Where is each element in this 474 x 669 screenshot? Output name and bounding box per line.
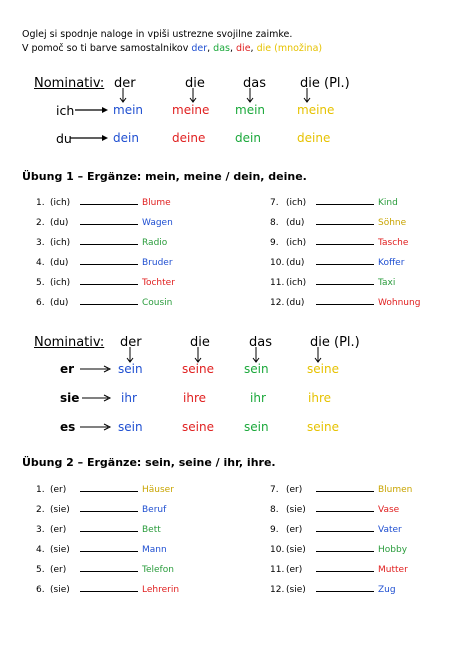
item-number: 3. xyxy=(36,525,45,535)
answer-blank[interactable] xyxy=(80,257,138,265)
list-item xyxy=(270,237,408,248)
list-item xyxy=(270,564,408,575)
list-item xyxy=(270,544,407,555)
item-noun: Söhne xyxy=(378,218,407,228)
item-pronoun: (er) xyxy=(50,565,67,575)
item-noun: Tochter xyxy=(142,278,175,288)
answer-blank[interactable] xyxy=(316,504,374,512)
table2-header-die: die xyxy=(190,335,210,350)
list-item xyxy=(270,484,412,495)
item-noun: Blume xyxy=(142,198,171,208)
table2-sie-der: ihr xyxy=(121,391,137,405)
table1-header-die-pl: die (Pl.) xyxy=(300,76,350,91)
item-noun: Vater xyxy=(378,525,402,535)
list-item xyxy=(36,297,172,308)
list-item xyxy=(270,524,402,535)
table1-ich-der: mein xyxy=(113,103,144,117)
list-item xyxy=(270,584,396,595)
item-pronoun: (sie) xyxy=(50,545,70,555)
list-item xyxy=(270,277,395,288)
answer-blank[interactable] xyxy=(80,584,138,592)
intro-sep: , xyxy=(207,43,214,54)
table2-sie-das: ihr xyxy=(250,391,266,405)
answer-blank[interactable] xyxy=(80,217,138,225)
answer-blank[interactable] xyxy=(316,484,374,492)
item-number: 5. xyxy=(36,565,45,575)
intro-die-plural: die (množina) xyxy=(256,43,323,54)
item-number: 6. xyxy=(36,298,45,308)
item-noun: Bett xyxy=(142,525,161,535)
item-number: 1. xyxy=(36,485,45,495)
answer-blank[interactable] xyxy=(316,297,374,305)
intro-sep: , xyxy=(229,43,237,54)
item-pronoun: (sie) xyxy=(50,505,70,515)
list-item xyxy=(36,217,173,228)
item-noun: Beruf xyxy=(142,505,167,515)
list-item xyxy=(270,217,406,228)
table2-pronoun-er: er xyxy=(60,362,75,376)
item-number: 4. xyxy=(36,545,45,555)
item-number: 8. xyxy=(270,505,279,515)
table1-ich-pl: meine xyxy=(297,103,335,117)
item-number: 6. xyxy=(36,585,45,595)
item-noun: Taxi xyxy=(378,278,396,288)
item-noun: Blumen xyxy=(378,485,413,495)
item-number: 3. xyxy=(36,238,45,248)
answer-blank[interactable] xyxy=(80,297,138,305)
item-number: 9. xyxy=(270,238,279,248)
item-number: 8. xyxy=(270,218,279,228)
answer-blank[interactable] xyxy=(316,217,374,225)
answer-blank[interactable] xyxy=(316,237,374,245)
item-pronoun: (sie) xyxy=(286,545,306,555)
item-pronoun: (er) xyxy=(286,565,303,575)
table1-label: Nominativ: xyxy=(34,76,105,91)
item-noun: Telefon xyxy=(142,565,174,575)
table2-label: Nominativ: xyxy=(34,335,105,350)
item-number: 9. xyxy=(270,525,279,535)
item-pronoun: (du) xyxy=(286,298,305,308)
item-noun: Zug xyxy=(378,585,396,595)
answer-blank[interactable] xyxy=(80,237,138,245)
answer-blank[interactable] xyxy=(80,544,138,552)
intro-die: die xyxy=(236,43,251,54)
item-pronoun: (ich) xyxy=(286,198,307,208)
intro-der: der xyxy=(191,43,208,54)
item-noun: Bruder xyxy=(142,258,173,268)
item-number: 4. xyxy=(36,258,45,268)
table1-header-die: die xyxy=(185,76,205,91)
answer-blank[interactable] xyxy=(316,277,374,285)
answer-blank[interactable] xyxy=(316,564,374,572)
item-number: 12. xyxy=(270,298,285,308)
list-item xyxy=(36,504,166,515)
answer-blank[interactable] xyxy=(316,584,374,592)
answer-blank[interactable] xyxy=(80,524,138,532)
item-number: 11. xyxy=(270,565,285,575)
item-pronoun: (du) xyxy=(50,298,69,308)
table2-es-das: sein xyxy=(244,420,269,434)
list-item xyxy=(270,197,398,208)
item-noun: Kind xyxy=(378,198,398,208)
table1-pronoun-ich: ich xyxy=(56,103,75,118)
table2-header-der: der xyxy=(120,335,142,350)
item-pronoun: (sie) xyxy=(286,585,306,595)
item-noun: Wagen xyxy=(142,218,173,228)
item-number: 10. xyxy=(270,258,285,268)
item-pronoun: (er) xyxy=(50,525,67,535)
answer-blank[interactable] xyxy=(316,524,374,532)
item-number: 7. xyxy=(270,485,279,495)
item-noun: Mutter xyxy=(378,565,408,575)
answer-blank[interactable] xyxy=(80,564,138,572)
table2-er-pl: seine xyxy=(307,362,339,376)
answer-blank[interactable] xyxy=(80,484,138,492)
table1-header-der: der xyxy=(114,76,136,91)
item-pronoun: (ich) xyxy=(286,238,307,248)
intro-line-2-prefix: V pomoč so ti barve samostalnikov xyxy=(22,43,192,54)
list-item xyxy=(36,564,174,575)
table2-sie-die: ihre xyxy=(183,391,206,405)
item-number: 12. xyxy=(270,585,285,595)
list-item xyxy=(36,277,175,288)
table2-es-pl: seine xyxy=(307,420,339,434)
list-item xyxy=(36,257,173,268)
exercise1-title: Übung 1 – Ergänze: mein, meine / dein, deine. xyxy=(22,170,307,183)
item-noun: Cousin xyxy=(142,298,173,308)
item-pronoun: (er) xyxy=(286,525,303,535)
list-item xyxy=(36,584,179,595)
table1-ich-die: meine xyxy=(172,103,210,117)
answer-blank[interactable] xyxy=(316,197,374,205)
item-number: 2. xyxy=(36,505,45,515)
item-pronoun: (sie) xyxy=(286,505,306,515)
item-pronoun: (ich) xyxy=(286,278,307,288)
table1-ich-das: mein xyxy=(235,103,266,117)
table1-du-der: dein xyxy=(113,131,139,145)
answer-blank[interactable] xyxy=(316,544,374,552)
item-noun: Koffer xyxy=(378,258,405,268)
item-noun: Wohnung xyxy=(378,298,421,308)
list-item xyxy=(270,297,420,308)
item-pronoun: (ich) xyxy=(50,238,71,248)
table2-er-der: sein xyxy=(118,362,143,376)
right-arrow-icon xyxy=(102,107,108,113)
item-pronoun: (du) xyxy=(50,218,69,228)
exercise2-title: Übung 2 – Ergänze: sein, seine / ihr, ihre. xyxy=(22,456,276,469)
item-number: 1. xyxy=(36,198,45,208)
table1-du-das: dein xyxy=(235,131,261,145)
intro-line-1: Oglej si spodnje naloge in vpiši ustrezne svojilne zaimke. xyxy=(22,29,293,40)
item-pronoun: (sie) xyxy=(50,585,70,595)
table2-er-die: seine xyxy=(182,362,214,376)
intro-sep: , xyxy=(250,43,257,54)
list-item xyxy=(36,544,167,555)
item-pronoun: (du) xyxy=(286,258,305,268)
answer-blank[interactable] xyxy=(80,504,138,512)
table1-pronoun-du: du xyxy=(56,131,72,146)
table2-es-die: seine xyxy=(182,420,214,434)
item-pronoun: (du) xyxy=(50,258,69,268)
table2-pronoun-sie: sie xyxy=(60,391,80,405)
list-item xyxy=(36,524,161,535)
item-pronoun: (ich) xyxy=(50,278,71,288)
list-item xyxy=(36,484,174,495)
table2-header-das: das xyxy=(249,335,272,350)
table2-es-der: sein xyxy=(118,420,143,434)
answer-blank[interactable] xyxy=(316,257,374,265)
item-noun: Vase xyxy=(378,505,400,515)
item-pronoun: (er) xyxy=(286,485,303,495)
item-noun: Hobby xyxy=(378,545,408,555)
table1-header-das: das xyxy=(243,76,266,91)
list-item xyxy=(36,237,167,248)
item-noun: Lehrerin xyxy=(142,585,180,595)
item-number: 10. xyxy=(270,545,285,555)
table2-pronoun-es: es xyxy=(60,420,76,434)
table1-du-die: deine xyxy=(172,131,206,145)
right-arrow-icon xyxy=(102,135,108,141)
table2-header-die-pl: die (Pl.) xyxy=(310,335,360,350)
answer-blank[interactable] xyxy=(80,197,138,205)
item-pronoun: (ich) xyxy=(50,198,71,208)
answer-blank[interactable] xyxy=(80,277,138,285)
item-noun: Mann xyxy=(142,545,167,555)
item-noun: Tasche xyxy=(378,238,409,248)
item-pronoun: (du) xyxy=(286,218,305,228)
item-noun: Häuser xyxy=(142,485,174,495)
item-number: 7. xyxy=(270,198,279,208)
table2-er-das: sein xyxy=(244,362,269,376)
intro-das: das xyxy=(213,43,230,54)
item-noun: Radio xyxy=(142,238,168,248)
item-pronoun: (er) xyxy=(50,485,67,495)
list-item xyxy=(36,197,171,208)
item-number: 2. xyxy=(36,218,45,228)
list-item xyxy=(270,257,404,268)
table2-sie-pl: ihre xyxy=(308,391,331,405)
item-number: 11. xyxy=(270,278,285,288)
table1-du-pl: deine xyxy=(297,131,331,145)
item-number: 5. xyxy=(36,278,45,288)
list-item xyxy=(270,504,399,515)
